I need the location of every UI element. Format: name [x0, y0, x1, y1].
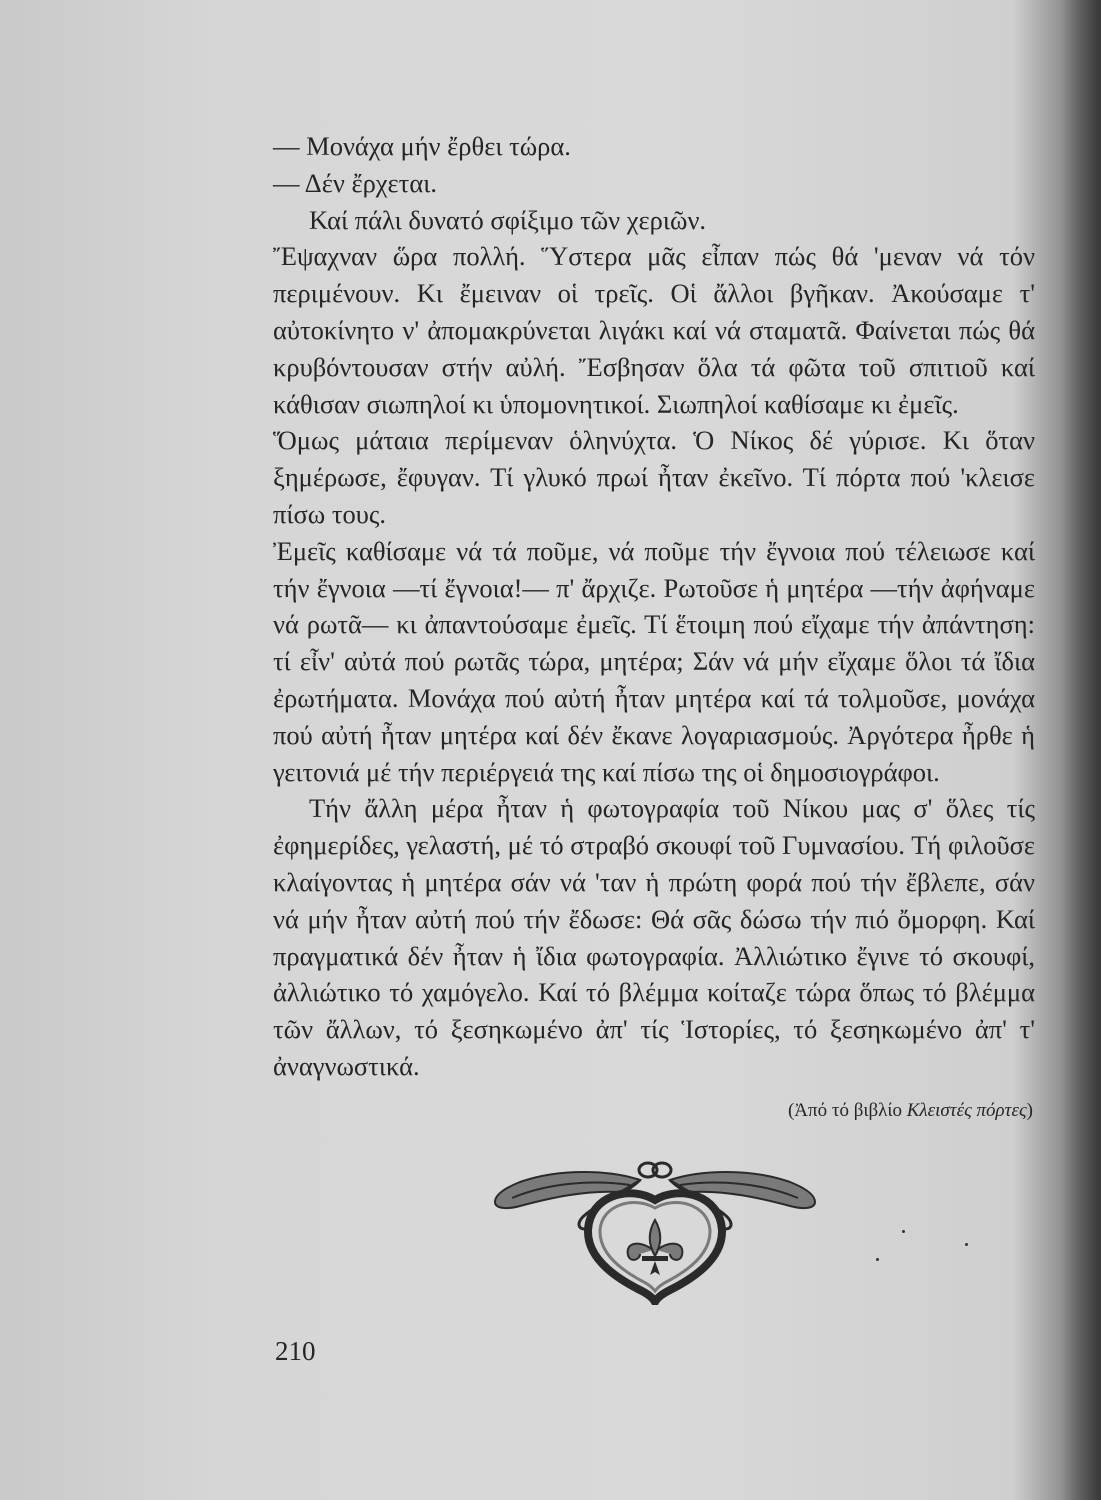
- paragraph-6: Ἐμεῖς καθίσαμε νά τά ποῦμε, νά ποῦμε τήν ἔγνοια πού τέλειωσε καί τήν ἔγνοια —τί ἔγνοια!— π' ἄρχιζε. Ρωτοῦσε ἡ μητέρα —τήν ἀφήναμε νά ρωτᾶ— κι ἀπαντούσαμε ἐμεῖς. Τί ἕτοιμη πού εἴχαμε τήν ἀπάντηση: τί εἶν' αὐτά πού ρωτᾶς τώρα, μητέρα; Σάν νά μήν εἴχαμε ὅλοι τά ἴδια ἐρωτήματα. Μονάχα πού αὐτή ἦταν μητέρα καί τά τολμοῦσε, μονάχα πού αὐτή ἦταν μητέρα καί δέν ἔκανε λογαριασμούς. Ἀργότερα ἦρθε ἡ γειτονιά μέ τήν περιέργειά της καί πίσω της οἱ δημοσιογράφοι.: [273, 535, 1035, 787]
- source-book-title: Κλειστές πόρτες: [906, 1100, 1027, 1121]
- paragraph-1: — Μονάχα μήν ἔρθει τώρα.: [273, 131, 571, 161]
- fleur-de-lis-ornament-icon: [490, 1160, 820, 1305]
- page-edge-shadow: [1061, 0, 1101, 1500]
- source-suffix: ): [1026, 1100, 1033, 1121]
- paragraph-7: Τήν ἄλλη μέρα ἦταν ἡ φωτογραφία τοῦ Νίκου μας σ' ὅλες τίς ἐφημερίδες, γελαστή, μέ τό στραβό σκουφί τοῦ Γυμνασίου. Τή φιλοῦσε κλαίγοντας ἡ μητέρα σάν νά 'ταν ἡ πρώτη φορά πού τήν ἔβλεπε, σάν νά μήν ἦταν αὐτή πού τήν ἔδωσε: Θά σᾶς δώσω τήν πιό ὄμορφη. Καί πραγματικά δέν ἦταν ἡ ἴδια φωτογραφία. Ἀλλιώτικο ἔγινε τό σκουφί, ἀλλιώτικο τό χαμόγελο. Καί τό βλέμμα κοίταζε τώρα ὅπως τό βλέμμα τῶν ἄλλων, τό ξεσηκωμένο ἀπ' τίς Ἱστορίες, τό ξεσηκωμένο ἀπ' τ' ἀναγνωστικά.: [273, 793, 1035, 1081]
- paragraph-4: Ἔψαχναν ὥρα πολλή. Ὕστερα μᾶς εἶπαν πώς θά 'μεναν νά τόν περιμένουν. Κι ἔμειναν οἱ τρεῖς. Οἱ ἄλλοι βγῆκαν. Ἀκούσαμε τ' αὐτοκίνητο ν' ἀπομακρύνεται λιγάκι καί νά σταματᾶ. Φαίνεται πώς θά κρυβόντουσαν στήν αὐλή. Ἔσβησαν ὅλα τά φῶτα τοῦ σπιτιοῦ καί κάθισαν σιωπηλοί κι ὑπομονητικοί. Σιωπηλοί καθίσαμε κι ἐμεῖς.: [273, 241, 1035, 419]
- paragraph-5: Ὅμως μάταια περίμεναν ὁληνύχτα. Ὁ Νίκος δέ γύρισε. Κι ὅταν ξημέρωσε, ἔφυγαν. Τί γλυκό πρωί ἦταν ἐκεῖνο. Τί πόρτα πού 'κλεισε πίσω τους.: [273, 425, 1035, 529]
- speck: [902, 1230, 905, 1233]
- body-text: [273, 128, 1035, 1085]
- page-number: 210: [275, 1336, 316, 1366]
- paragraph-2: — Δέν ἔρχεται.: [273, 167, 437, 198]
- source-prefix: (Ἀπό τό βιβλίο: [787, 1100, 907, 1121]
- paragraph-3: Καί πάλι δυνατό σφίξιμο τῶν χεριῶν.: [309, 204, 707, 235]
- speck: [876, 1258, 879, 1261]
- source-citation: [788, 1098, 1033, 1124]
- speck: [965, 1243, 968, 1246]
